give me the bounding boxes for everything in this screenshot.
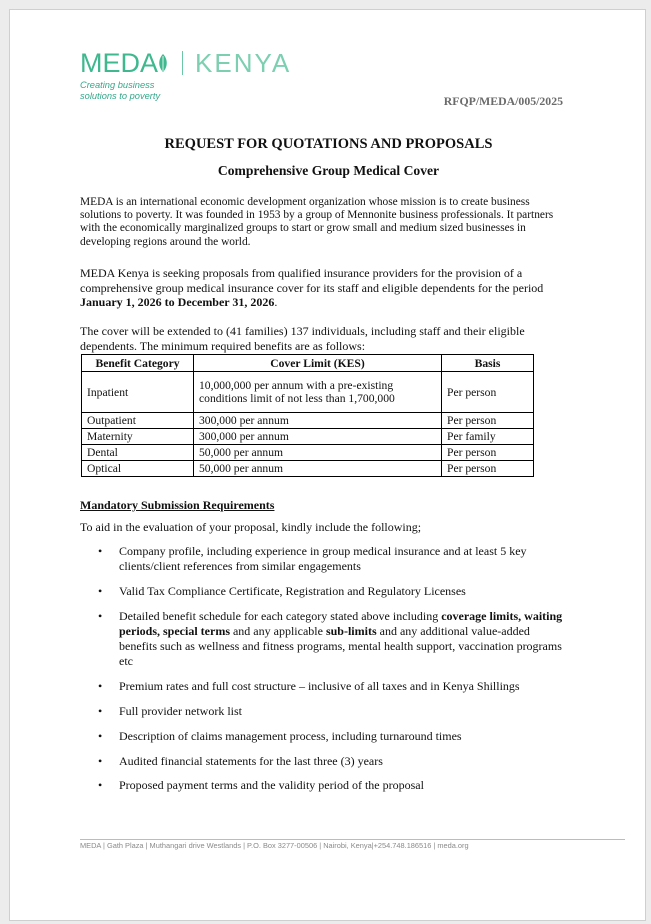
- cover-limit-cell: 50,000 per annum: [194, 461, 442, 477]
- logo-divider: [182, 51, 183, 75]
- table-header-row: [82, 355, 534, 372]
- cover-period: January 1, 2026 to December 31, 2026: [80, 295, 275, 310]
- document-subtitle: Comprehensive Group Medical Cover: [217, 163, 440, 178]
- list-item: • Company profile, including experience in group medical insurance and at least 5 key clients/client references from similar engagements: [98, 544, 568, 574]
- requirements-list: [98, 544, 568, 803]
- list-item: • Full provider network list: [98, 704, 568, 719]
- cover-limit-cell: 50,000 per annum: [194, 445, 442, 461]
- logo-wordmark: MEDA: [80, 48, 159, 78]
- benefits-table: [81, 354, 534, 477]
- requirements-heading: Mandatory Submission Requirements: [80, 498, 275, 512]
- leaf-icon: [156, 52, 170, 74]
- item-text: and any applicable: [229, 624, 326, 638]
- basis-cell: Per person: [442, 445, 534, 461]
- item-emphasis: sub-limits: [325, 624, 377, 638]
- list-item: • Audited financial statements for the last three (3) years: [98, 754, 568, 769]
- benefit-category-cell: Optical: [82, 461, 194, 477]
- document-title: REQUEST FOR QUOTATIONS AND PROPOSALS: [164, 136, 493, 152]
- list-item: [98, 609, 568, 670]
- benefit-category-cell: Dental: [82, 445, 194, 461]
- header-basis: Basis: [442, 355, 534, 372]
- table-row: [82, 429, 534, 445]
- basis-cell: Per family: [442, 429, 534, 445]
- benefit-category-cell: Inpatient: [82, 372, 194, 413]
- cover-limit-cell: 300,000 per annum: [194, 413, 442, 429]
- header-cover-limit: Cover Limit (KES): [194, 355, 442, 372]
- basis-cell: Per person: [442, 413, 534, 429]
- logo-tagline: [80, 80, 291, 102]
- cover-limit-cell: 300,000 per annum: [194, 429, 442, 445]
- logo-country: KENYA: [195, 48, 292, 78]
- item-text: and any additional value-added benefits such as wellness and fitness programs, mental health support, vaccination programs etc: [119, 624, 562, 669]
- document-page: [9, 9, 646, 921]
- benefit-category-cell: Outpatient: [82, 413, 194, 429]
- header-benefit-category: Benefit Category: [82, 355, 194, 372]
- list-item: • Valid Tax Compliance Certificate, Registration and Regulatory Licenses: [98, 584, 568, 599]
- benefit-category-cell: Maternity: [82, 429, 194, 445]
- meda-kenya-logo: [80, 50, 291, 102]
- list-item: • Description of claims management process, including turnaround times: [98, 729, 568, 744]
- seeking-text: MEDA Kenya is seeking proposals from qualified insurance providers for the provision of a comprehensive group medical insurance cover for its staff and eligible dependents for the period: [80, 266, 544, 295]
- cover-paragraph: The cover will be extended to (41 families) 137 individuals, including staff and their eligible dependents. The minimum required benefits are as follows:: [80, 324, 525, 353]
- table-row: [82, 461, 534, 477]
- basis-cell: Per person: [442, 372, 534, 413]
- list-item: • Premium rates and full cost structure – inclusive of all taxes and in Kenya Shillings: [98, 679, 568, 694]
- seeking-end: .: [274, 295, 278, 310]
- table-row: [82, 372, 534, 413]
- tagline-line-2: solutions to poverty: [80, 91, 161, 101]
- requirements-intro: To aid in the evaluation of your proposal, kindly include the following;: [80, 520, 422, 534]
- tagline-line-1: Creating business: [80, 80, 155, 90]
- cover-limit-cell: 10,000,000 per annum with a pre-existing conditions limit of not less than 1,700,000: [194, 372, 442, 413]
- reference-number: RFQP/MEDA/005/2025: [443, 94, 563, 108]
- seeking-paragraph: [80, 266, 560, 310]
- item-text: Detailed benefit schedule for each category stated above including: [119, 608, 442, 623]
- footer-contact: MEDA | Gath Plaza | Muthangari drive Westlands | P.O. Box 3277-00506 | Nairobi, Kenya|+254.748.186516 | meda.org: [80, 841, 469, 850]
- table-row: [82, 413, 534, 429]
- basis-cell: Per person: [442, 461, 534, 477]
- item-emphasis: coverage limits, waiting periods, special terms: [119, 608, 563, 638]
- intro-paragraph: MEDA is an international economic development organization whose mission is to create business solutions to poverty. It was founded in 1953 by a group of Mennonite business professionals. It partners with the economically marginalized groups to start or grow small and medium sized businesses in developing regions around the world.: [80, 196, 554, 248]
- table-row: [82, 445, 534, 461]
- list-item: • Proposed payment terms and the validity period of the proposal: [98, 778, 568, 793]
- footer-divider: [80, 839, 625, 840]
